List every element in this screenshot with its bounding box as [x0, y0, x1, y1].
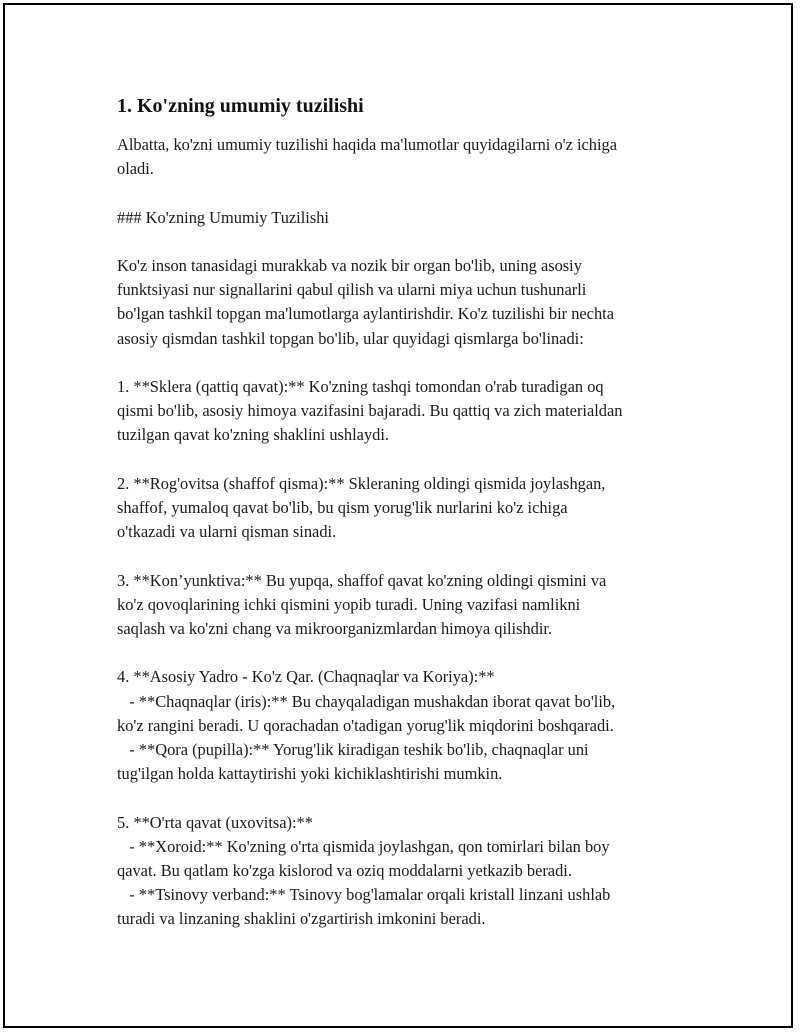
text-line: 1. **Sklera (qattiq qavat):** Ko'zning tashqi tomondan o'rab turadigan oq	[117, 376, 604, 396]
text-line: 4. **Asosiy Yadro - Ko'z Qar. (Chaqnaqlar va Koriya):**	[117, 667, 495, 687]
text-line: - **Xoroid:** Ko'zning o'rta qismida joylashgan, qon tomirlari bilan boy	[117, 836, 610, 856]
list-item-asosiy-yadro	[117, 665, 707, 786]
text-line: ko'z rangini beradi. U qorachadan o'tadigan yorug'lik miqdorini boshqaradi.	[117, 715, 614, 735]
text-line: asosiy qismdan tashkil topgan bo'lib, ular quyidagi qismlarga bo'linadi:	[117, 328, 584, 348]
list-item-konyunktiva	[117, 569, 707, 642]
text-line: qismi bo'lib, asosiy himoya vazifasini bajaradi. Bu qattiq va zich materialdan	[117, 401, 623, 421]
text-line: 5. **O'rta qavat (uxovitsa):**	[117, 812, 313, 832]
text-line: ### Ko'zning Umumiy Tuzilishi	[117, 207, 329, 227]
text-line: - **Tsinovy verband:** Tsinovy bog'lamalar orqali kristall linzani ushlab	[117, 885, 611, 905]
text-line: ko'z qovoqlarining ichki qismini yopib turadi. Uning vazifasi namlikni	[117, 594, 581, 614]
list-item-sklera	[117, 375, 707, 448]
text-line: turadi va linzaning shaklini o'zgartirish imkonini beradi.	[117, 909, 486, 929]
document-body	[117, 93, 707, 932]
text-line: Ko'z inson tanasidagi murakkab va nozik bir organ bo'lib, uning asosiy	[117, 255, 582, 275]
text-line: Albatta, ko'zni umumiy tuzilishi haqida ma'lumotlar quyidagilarni o'z ichiga	[117, 135, 618, 154]
text-line: qavat. Bu qatlam ko'zga kislorod va oziq moddalarni yetkazib beradi.	[117, 860, 572, 880]
text-line: tuzilgan qavat ko'zning shaklini ushlaydi.	[117, 425, 389, 445]
document-title: 1. Ko'zning umumiy tuzilishi	[117, 95, 364, 117]
markdown-heading	[117, 206, 707, 230]
text-line: 2. **Rog'ovitsa (shaffof qisma):** Skleraning oldingi qismida joylashgan,	[117, 473, 606, 493]
text-line: saqlash va ko'zni chang va mikroorganizmlardan himoya qilishdir.	[117, 618, 553, 638]
overview-paragraph	[117, 254, 707, 351]
text-line: o'tkazadi va ularni qisman sinadi.	[117, 522, 337, 542]
text-line: oladi.	[117, 159, 154, 179]
text-line: funktsiyasi nur signallarini qabul qilish va ularni miya uchun tushunarli	[117, 280, 587, 300]
list-item-rogovitsa	[117, 472, 707, 545]
text-line: shaffof, yumaloq qavat bo'lib, bu qism yorug'lik nurlarini ko'z ichiga	[117, 497, 568, 517]
text-line: tug'ilgan holda kattaytirishi yoki kichiklashtirishi mumkin.	[117, 764, 503, 784]
text-line: bo'lgan tashkil topgan ma'lumotlarga aylantirishdir. Ko'z tuzilishi bir nechta	[117, 304, 614, 324]
text-line: 3. **Kon’yunktiva:** Bu yupqa, shaffof qavat ko'zning oldingi qismini va	[117, 570, 607, 590]
intro-paragraph	[117, 133, 707, 181]
text-line: - **Chaqnaqlar (iris):** Bu chayqaladigan mushakdan iborat qavat bo'lib,	[117, 691, 616, 711]
list-item-orta-qavat	[117, 811, 707, 932]
text-line: - **Qora (pupilla):** Yorug'lik kiradigan teshik bo'lib, chaqnaqlar uni	[117, 739, 589, 759]
